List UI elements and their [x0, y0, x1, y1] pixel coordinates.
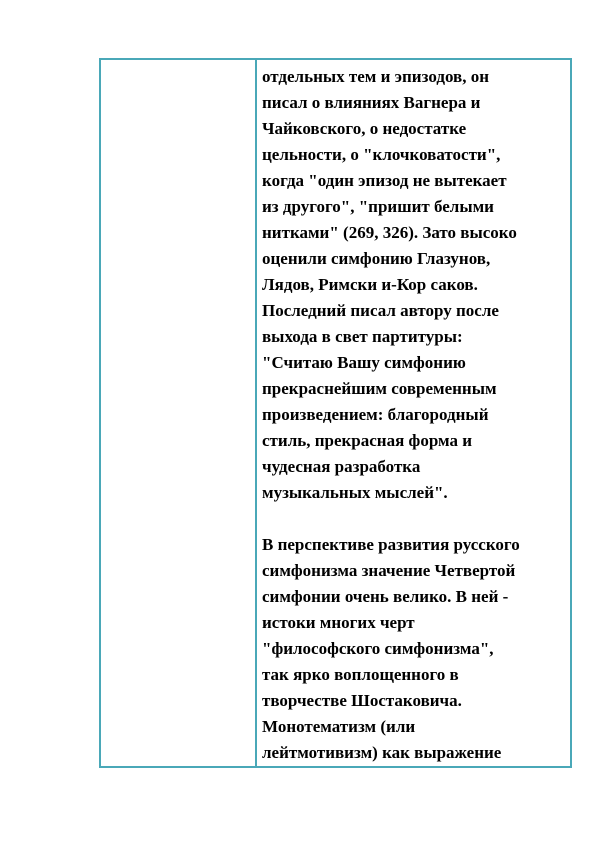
table-row — [100, 59, 571, 767]
cell-text-block — [257, 60, 570, 766]
paragraph-2: В перспективе развития русского симфонизма значение Четвертой симфонии очень велико. В ней - истоки многих черт "философского симфонизма", так ярко воплощенного в творчестве Шостаковича. Монотематизм (или лейтмотивизм) как выражение — [262, 535, 520, 762]
right-text-cell — [256, 59, 571, 767]
paragraph-1: отдельных тем и эпизодов, он писал о влияниях Вагнера и Чайковского, о недостатке цельности, о "клочковатости", когда "один эпизод не вытекает из другого", "пришит белыми нитками" (269, 326). Зато высоко оценили симфонию Глазунов, Лядов, Римски и-Кор саков. Последний писал автору после выхода в свет партитуры: "Считаю Вашу симфонию прекраснейшим современным произведением: благородный стиль, прекрасная форма и чудесная разработка музыкальных мыслей". — [262, 67, 517, 502]
document-table — [99, 58, 572, 768]
paragraph-spacer — [262, 506, 566, 532]
left-empty-cell — [100, 59, 256, 767]
